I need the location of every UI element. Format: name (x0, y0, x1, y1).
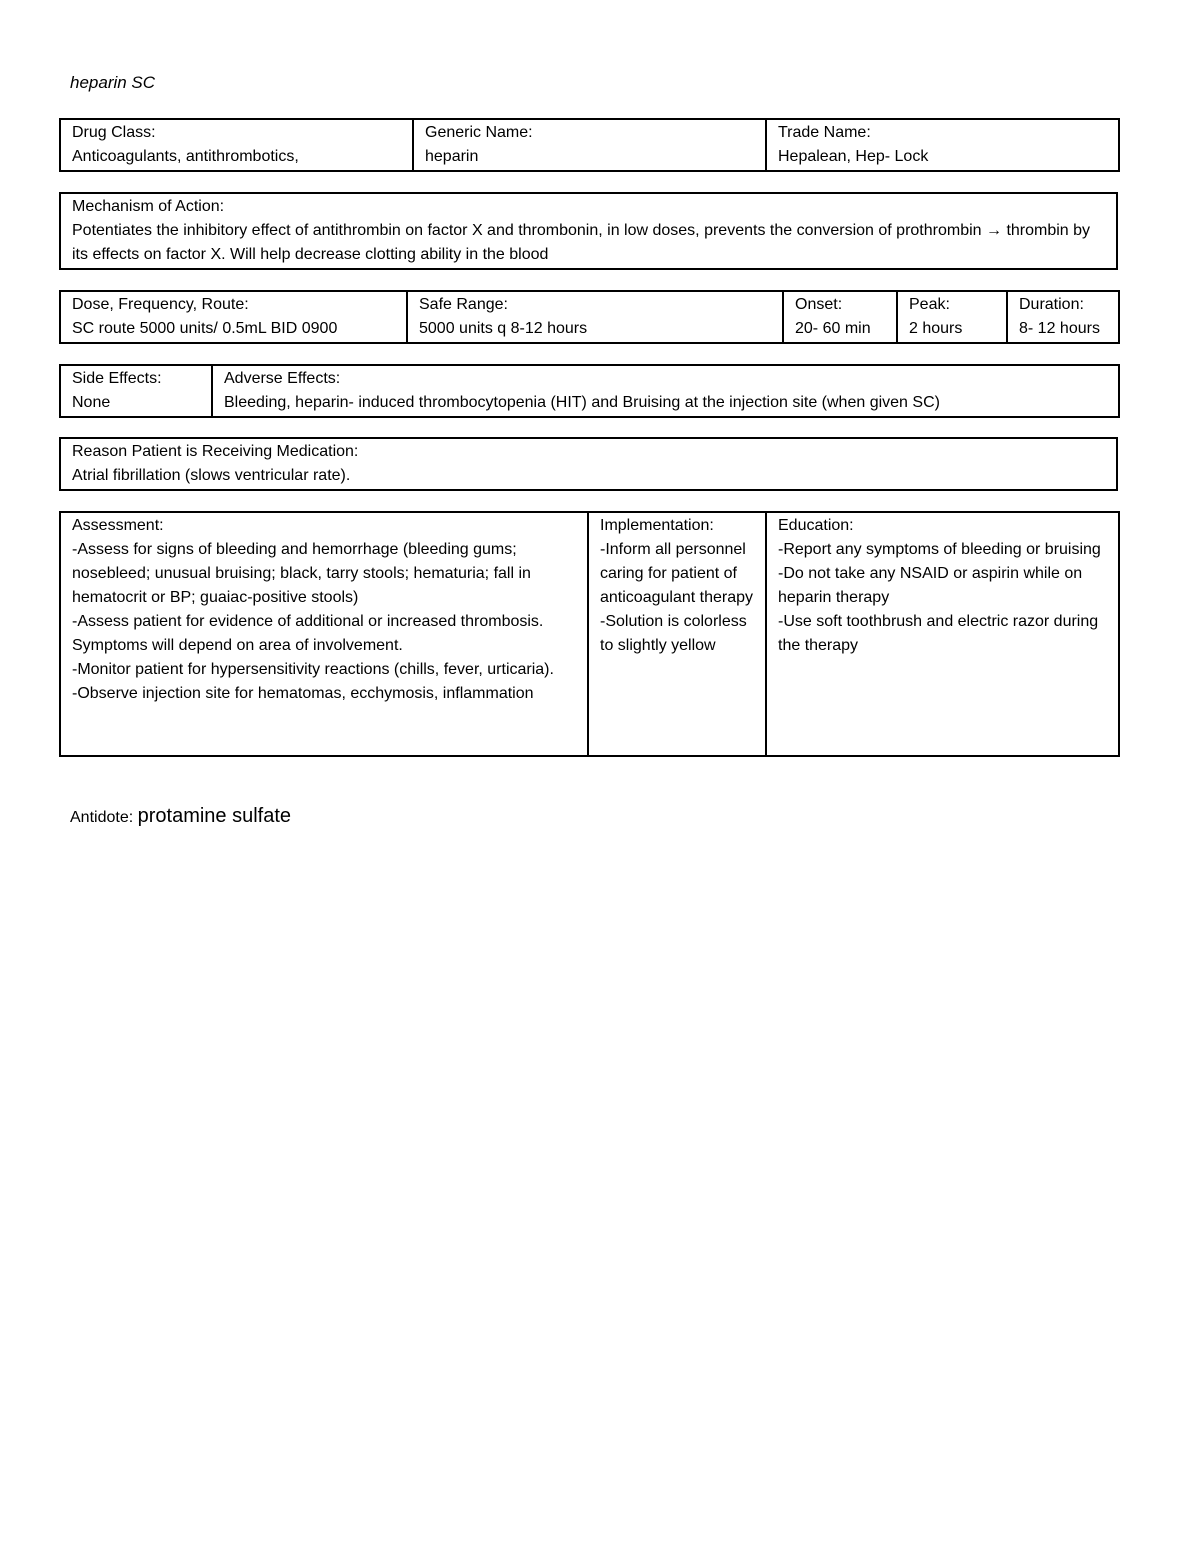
side-effects-label: Side Effects: (72, 370, 162, 387)
mechanism-cell (60, 193, 1117, 269)
dose-cell (60, 291, 407, 343)
onset-cell (783, 291, 897, 343)
safe-range-label: Safe Range: (419, 296, 508, 313)
assessment-cell (60, 512, 588, 756)
antidote-label: Antidote: (70, 809, 134, 826)
peak-cell (897, 291, 1007, 343)
drug-class-cell (60, 119, 413, 171)
safe-range-value: 5000 units q 8-12 hours (419, 320, 588, 337)
onset-value: 20- 60 min (795, 320, 871, 337)
reason-label: Reason Patient is Receiving Medication: (72, 443, 359, 460)
side-effects-cell (60, 365, 212, 417)
drug-class-label: Drug Class: (72, 124, 156, 141)
drug-class-value: Anticoagulants, antithrombotics, (72, 148, 299, 165)
education-label: Education: (778, 517, 854, 534)
side-effects-value: None (72, 394, 111, 411)
implementation-item: -Inform all personnel caring for patient of anticoagulant therapy (600, 541, 753, 606)
duration-label: Duration: (1019, 296, 1084, 313)
adverse-effects-value: Bleeding, heparin- induced thrombocytopenia (HIT) and Bruising at the injection site (when given SC) (224, 394, 940, 411)
generic-name-cell (413, 119, 766, 171)
assessment-item: -Monitor patient for hypersensitivity reactions (chills, fever, urticaria). (72, 661, 554, 678)
mechanism-table (59, 192, 1118, 270)
implementation-item: -Solution is colorless to slightly yellow (600, 613, 747, 654)
implementation-cell (588, 512, 766, 756)
trade-name-label: Trade Name: (778, 124, 871, 141)
page-title: heparin SC (70, 73, 156, 92)
generic-name-label: Generic Name: (425, 124, 533, 141)
assessment-label: Assessment: (72, 517, 164, 534)
dosing-table (59, 290, 1120, 344)
peak-label: Peak: (909, 296, 950, 313)
adverse-effects-label: Adverse Effects: (224, 370, 341, 387)
effects-table (59, 364, 1120, 418)
peak-value: 2 hours (909, 320, 963, 337)
assessment-item: -Observe injection site for hematomas, ecchymosis, inflammation (72, 685, 534, 702)
reason-value: Atrial fibrillation (slows ventricular rate). (72, 467, 351, 484)
trade-name-cell (766, 119, 1119, 171)
duration-value: 8- 12 hours (1019, 320, 1100, 337)
reason-table (59, 437, 1118, 491)
education-item: -Report any symptoms of bleeding or bruising (778, 541, 1101, 558)
assessment-item: -Assess patient for evidence of additional or increased thrombosis. Symptoms will depend on area of involvement. (72, 613, 544, 654)
onset-label: Onset: (795, 296, 843, 313)
dose-label: Dose, Frequency, Route: (72, 296, 249, 313)
education-cell (766, 512, 1119, 756)
assessment-item: -Assess for signs of bleeding and hemorrhage (bleeding gums; nosebleed; unusual bruising; black, tarry stools; hematuria; fall in hematocrit or BP; guaiac-positive stools) (72, 541, 531, 606)
antidote-line (70, 803, 291, 831)
implementation-label: Implementation: (600, 517, 714, 534)
duration-cell (1007, 291, 1119, 343)
mechanism-text: Potentiates the inhibitory effect of antithrombin on factor X and thrombonin, in low doses, prevents the conversion of prothrombin → thrombin by its effects on factor X. Will help decrease clotting ability in the blood (72, 222, 1091, 263)
safe-range-cell (407, 291, 783, 343)
adverse-effects-cell (212, 365, 1119, 417)
education-item: -Do not take any NSAID or aspirin while on heparin therapy (778, 565, 1083, 606)
dose-value: SC route 5000 units/ 0.5mL BID 0900 (72, 320, 338, 337)
nursing-table (59, 511, 1120, 757)
mechanism-label: Mechanism of Action: (72, 198, 225, 215)
antidote-value: protamine sulfate (137, 805, 292, 827)
trade-name-value: Hepalean, Hep- Lock (778, 148, 929, 165)
drug-info-table (59, 118, 1120, 172)
generic-name-value: heparin (425, 148, 479, 165)
reason-cell (60, 438, 1117, 490)
education-item: -Use soft toothbrush and electric razor during the therapy (778, 613, 1099, 654)
